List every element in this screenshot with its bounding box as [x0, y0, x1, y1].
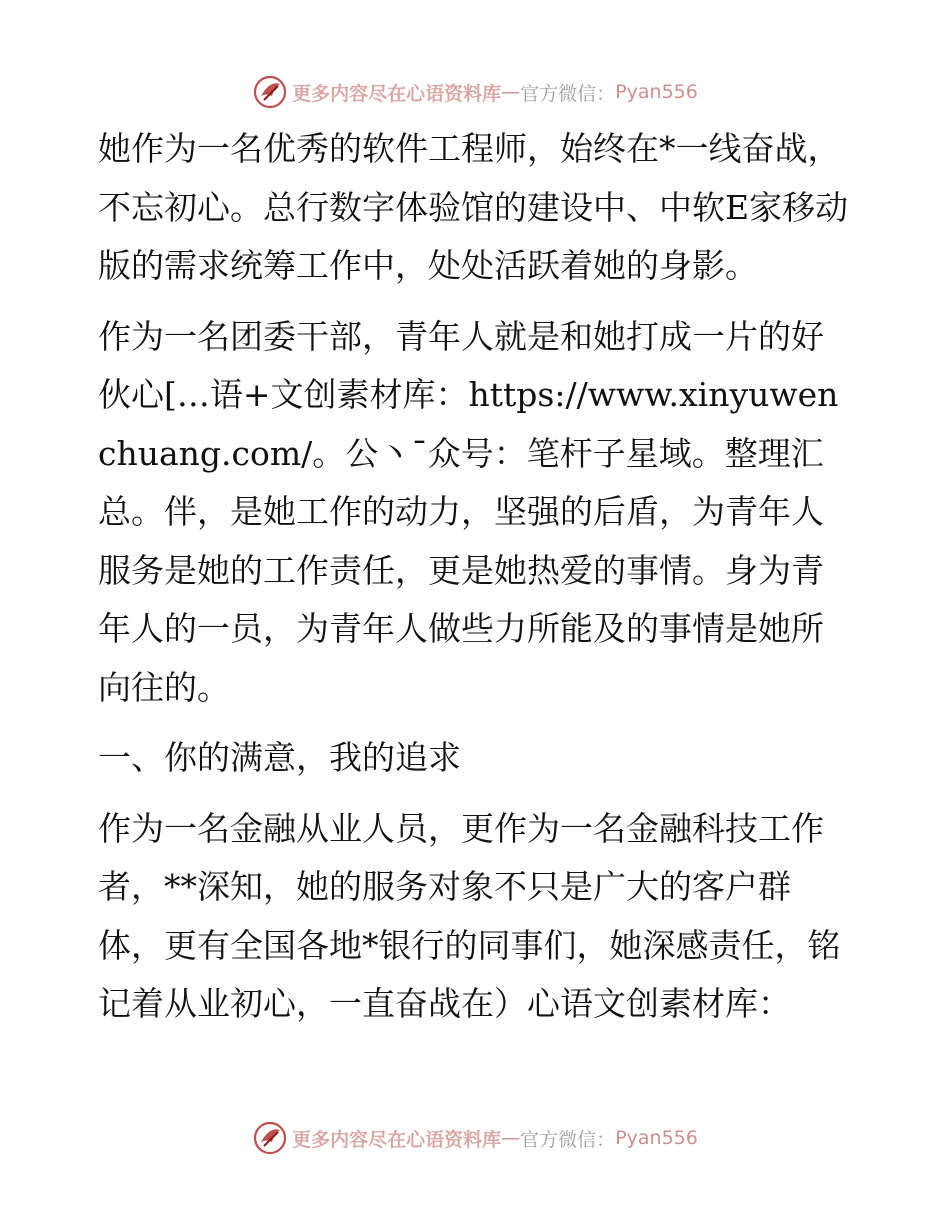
banner-main-text: 更多内容尽在心语资料库 — [292, 1128, 502, 1151]
brand-logo-icon — [252, 74, 288, 110]
section-heading: 一、你的满意，我的追求 — [98, 738, 461, 777]
brand-logo-icon — [252, 1120, 288, 1156]
paragraph-2: 作为一名团委干部，青年人就是和她打成一片的好伙心[…语+文创素材库：https://www.xinyuwenchuang.com/。公丶¯众号：笔杆子星域。整理汇总。伴，是她工作的动力，坚强的后盾，为青年人服务是她的工作责任，更是她热爱的事情。身为青年人的一员，为青年人做些力所能及的事情是她所向往的。 — [98, 316, 839, 707]
header-watermark — [0, 72, 950, 112]
banner-main-text: 更多内容尽在心语资料库 — [292, 82, 502, 105]
banner-wechat-id: Pyan556 — [615, 1127, 698, 1149]
footer-watermark — [0, 1118, 950, 1158]
banner-dash: — — [501, 81, 521, 103]
document-body — [98, 120, 853, 1046]
paragraph-3: 作为一名金融从业人员，更作为一名金融科技工作者，**深知，她的服务对象不只是广大的客户群体，更有全国各地*银行的同事们，她深感责任，铭记着从业初心，一直奋战在）心语文创素材库： — [98, 808, 841, 1023]
banner-dash: — — [501, 1127, 521, 1149]
banner-official-label: 官方微信： — [520, 1128, 616, 1151]
paragraph-1: 她作为一名优秀的软件工程师，始终在*一线奋战，不忘初心。总行数字体验馆的建设中、中软E家移动版的需求统筹工作中，处处活跃着她的身影。 — [98, 129, 849, 285]
banner-official-label: 官方微信： — [520, 82, 616, 105]
banner-wechat-id: Pyan556 — [615, 81, 698, 103]
